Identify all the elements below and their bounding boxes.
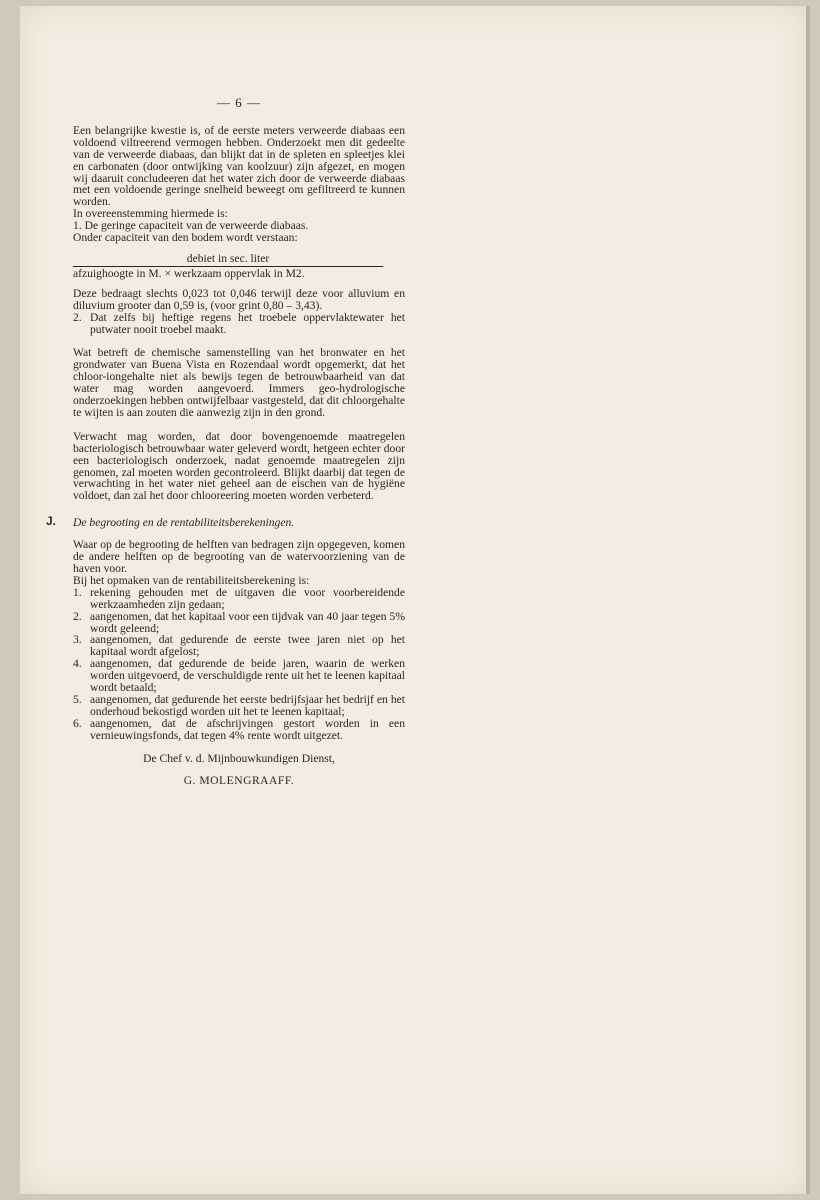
line-overeenstemming: In overeenstemming hiermede is: (73, 207, 228, 221)
paragraph-chemistry: Wat betreft de chemische samenstelling van het bronwater en het grondwater van Buena Vista en Rozendaal wordt opgemerkt, dat het chloor-iongehalte niet als bewijs tegen de betrouwbaarheid van dat water mag worden aangevoerd. Immers geo-hydrologische onderzoekingen hebben ontwijfelbaar vastgesteld, dat dit chloorgehalte te wijten is aan zouten die aanwezig zijn in den grond. (73, 346, 405, 419)
paragraph-bacteriology: Verwacht mag worden, dat door bovengenoemde maatregelen bacteriologisch betrouwbaar water geleverd wordt, hetgeen echter door een bacteriologisch onderzoek, nadat genoemde maatregelen zijn genomen, zal moeten worden gecontroleerd. Blijkt daarbij dat tegen de verwachting in het water niet geheel aan de eischen van de hygiëne voldoet, dan zal het door chlooreering moeten worden verbeterd. (73, 429, 405, 503)
list-item-text: aangenomen, dat het kapitaal voor een tijdvak van 40 jaar tegen 5% wordt geleend; (90, 609, 405, 635)
list-item (73, 587, 405, 611)
item-number: 2. (73, 310, 82, 324)
section-title: De begrooting en de rentabiliteitsberekeningen. (73, 516, 295, 530)
item-capacity: 1. De geringe capaciteit van de verweerde diabaas. (73, 219, 309, 233)
item-text: Dat zelfs bij heftige regens het troebele oppervlaktewater het putwater nooit troebel maakt. (90, 310, 405, 336)
list-item-number: 5. (73, 692, 82, 706)
list-item-number: 3. (73, 633, 82, 647)
list-item-number: 4. (73, 657, 82, 671)
paragraph-values: Deze bedraagt slechts 0,023 tot 0,046 terwijl deze voor alluvium en diluvium grooter dan 0,59 is, (voor grint 0,80 – 3,43). (73, 286, 405, 312)
section-letter: J. (46, 514, 57, 529)
formula-numerator: debiet in sec. liter (73, 253, 383, 267)
list-item-number: 2. (73, 609, 82, 623)
page-edge (806, 6, 810, 1194)
list-item-text: aangenomen, dat gedurende het eerste bedrijfsjaar het bedrijf en het onderhoud bekostigd worden uit het te leenen kapitaal; (90, 692, 405, 718)
signature-name: G. MOLENGRAAFF. (183, 773, 295, 787)
section-heading (46, 514, 405, 530)
formula-denominator: afzuighoogte in M. × werkzaam oppervlak in M2. (73, 266, 305, 280)
paragraph-filtering: Een belangrijke kwestie is, of de eerste meters verweerde diabaas een voldoend viltreerend vermogen hebben. Onderzoekt men dit gedeelte van de verweerde diabaas, dan blijkt dat in de spleten en spleetjes klei en carbonaten (door ontwijking van koolzuur) zijn afgezet, en mogen wij daaruit concludeeren dat het water zich door de verweerde diabaas met een voldoende geringe snelheid beweegt om gefiltreerd te kunnen worden. (73, 123, 405, 209)
line-capaciteit: Onder capaciteit van den bodem wordt verstaan: (73, 231, 298, 245)
item-turbidity (73, 312, 405, 336)
capacity-formula (73, 253, 383, 280)
line-opmaken: Bij het opmaken van de rentabiliteitsberekening is: (73, 573, 310, 587)
list-item-text: aangenomen, dat gedurende de beide jaren, waarin de werken worden uitgevoerd, de verschuldigde rente uit het te leenen kapitaal wordt betaald; (90, 657, 405, 695)
page-number: — 6 — (217, 95, 261, 110)
list-item (73, 718, 405, 742)
paragraph-budget: Waar op de begrooting de helften van bedragen zijn opgegeven, komen de andere helften op de begrooting van de watervoorziening van de haven voor. (73, 538, 405, 575)
list-item-number: 1. (73, 585, 82, 599)
signature-role: De Chef v. d. Mijnbouwkundigen Dienst, (143, 751, 335, 765)
list-item-number: 6. (73, 716, 82, 730)
list-item-text: aangenomen, dat gedurende de eerste twee jaren niet op het kapitaal wordt afgelost; (90, 633, 405, 659)
list-item (73, 634, 405, 658)
document-body (46, 95, 405, 787)
list-item (73, 611, 405, 635)
signature-block (73, 753, 405, 787)
list-item-text: rekening gehouden met de uitgaven die voor voorbereidende werkzaamheden zijn gedaan; (90, 585, 405, 611)
list-item-text: aangenomen, dat de afschrijvingen gestort worden in een vernieuwingsfonds, dat tegen 4% rente wordt uitgezet. (90, 716, 405, 742)
list-item (73, 694, 405, 718)
list-item (73, 658, 405, 694)
